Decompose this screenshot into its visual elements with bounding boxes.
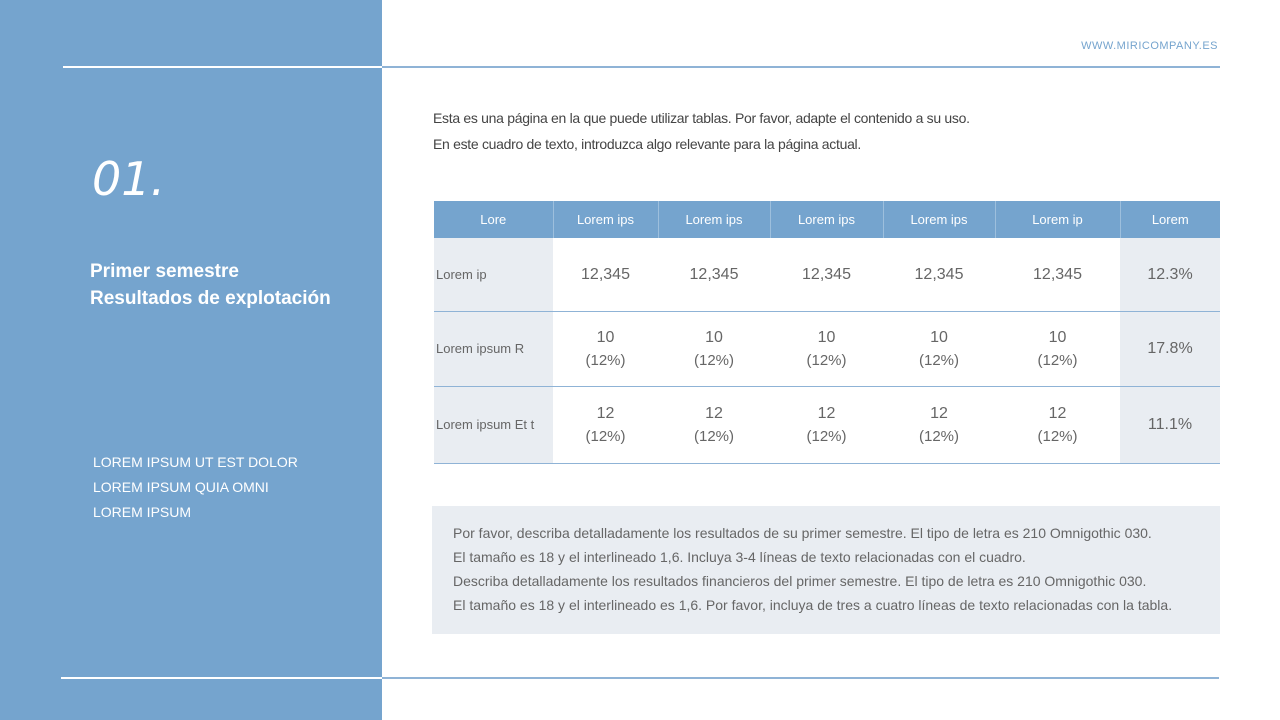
column-header: Lorem ips bbox=[770, 201, 883, 238]
side-panel bbox=[0, 0, 382, 720]
item-list bbox=[93, 450, 298, 525]
cell-value: (12%) bbox=[806, 427, 847, 445]
section-title bbox=[90, 258, 331, 312]
divider bbox=[382, 677, 1219, 679]
table-cell bbox=[553, 238, 658, 311]
list-item: LOREM IPSUM UT EST DOLOR bbox=[93, 454, 298, 470]
column-header: Lorem ips bbox=[883, 201, 995, 238]
table-cell bbox=[770, 311, 883, 386]
cell-value: (12%) bbox=[585, 351, 626, 369]
note-line: El tamaño es 18 y el interlineado es 1,6. Por favor, incluya de tres a cuatro líneas de texto relacionadas con la tabla. bbox=[453, 597, 1173, 613]
table-cell bbox=[995, 238, 1120, 311]
intro-line: En este cuadro de texto, introduzca algo relevante para la página actual. bbox=[433, 136, 861, 152]
table-cell bbox=[658, 311, 770, 386]
cell-value: (12%) bbox=[918, 427, 959, 445]
cell-value: 12 bbox=[930, 404, 948, 422]
divider bbox=[63, 66, 382, 68]
cell-value: (12%) bbox=[585, 427, 626, 445]
cell-value: 10 bbox=[705, 328, 723, 346]
table-cell bbox=[883, 386, 995, 463]
cell-value: 12 bbox=[1048, 404, 1067, 422]
percent-cell: 11.1% bbox=[1120, 386, 1220, 463]
note-line: Describa detalladamente los resultados financieros del primer semestre. El tipo de letra es 210 Omnigothic 030. bbox=[453, 573, 1147, 589]
divider bbox=[382, 66, 1220, 68]
notes-box bbox=[432, 506, 1220, 634]
title-line: Resultados de explotación bbox=[90, 288, 331, 309]
column-header: Lorem ips bbox=[553, 201, 658, 238]
table-row bbox=[434, 238, 1220, 311]
cell-value: 12,345 bbox=[689, 265, 739, 283]
cell-value: 12 bbox=[817, 404, 836, 422]
table-cell bbox=[770, 238, 883, 311]
percent-cell: 17.8% bbox=[1120, 311, 1220, 386]
intro-line: Esta es una página en la que puede utilizar tablas. Por favor, adapte el contenido a su uso. bbox=[433, 110, 970, 126]
cell-value: (12%) bbox=[693, 351, 734, 369]
note-line: Por favor, describa detalladamente los resultados de su primer semestre. El tipo de letra es 210 Omnigothic 030. bbox=[453, 525, 1152, 541]
divider bbox=[61, 677, 382, 679]
cell-value: (12%) bbox=[1037, 351, 1078, 369]
title-line: Primer semestre bbox=[90, 261, 239, 282]
table-cell bbox=[553, 311, 658, 386]
cell-value: (12%) bbox=[806, 351, 847, 369]
row-label: Lorem ipsum Et t bbox=[434, 386, 553, 463]
data-table bbox=[434, 201, 1220, 464]
intro-text bbox=[433, 105, 970, 157]
cell-value: 10 bbox=[1048, 328, 1067, 346]
cell-value: 10 bbox=[596, 328, 615, 346]
list-item: LOREM IPSUM bbox=[93, 504, 192, 520]
table-cell bbox=[995, 311, 1120, 386]
table-cell bbox=[658, 238, 770, 311]
column-header: Lore bbox=[434, 201, 553, 238]
cell-value: 12 bbox=[705, 404, 723, 422]
cell-value: (12%) bbox=[693, 427, 734, 445]
table-cell bbox=[883, 311, 995, 386]
cell-value: (12%) bbox=[918, 351, 959, 369]
percent-cell: 12.3% bbox=[1120, 238, 1220, 311]
table-row bbox=[434, 386, 1220, 463]
row-label: Lorem ip bbox=[434, 238, 553, 311]
cell-value: 10 bbox=[930, 328, 948, 346]
section-number: 01. bbox=[92, 152, 166, 206]
table-cell bbox=[770, 386, 883, 463]
cell-value: 12,345 bbox=[581, 265, 630, 283]
cell-value: 12,345 bbox=[802, 265, 851, 283]
table-cell bbox=[883, 238, 995, 311]
column-header: Lorem ip bbox=[995, 201, 1120, 238]
row-label: Lorem ipsum R bbox=[434, 311, 553, 386]
table-cell bbox=[553, 386, 658, 463]
cell-value: 12 bbox=[596, 404, 615, 422]
table-cell bbox=[995, 386, 1120, 463]
column-header: Lorem ips bbox=[658, 201, 770, 238]
list-item: LOREM IPSUM QUIA OMNI bbox=[93, 479, 269, 495]
cell-value: 10 bbox=[817, 328, 836, 346]
note-line: El tamaño es 18 y el interlineado 1,6. Incluya 3-4 líneas de texto relacionadas con el cuadro. bbox=[453, 549, 1026, 565]
column-header: Lorem bbox=[1120, 201, 1220, 238]
table-row bbox=[434, 311, 1220, 386]
website-url: WWW.MIRICOMPANY.ES bbox=[1081, 40, 1218, 52]
table-cell bbox=[658, 386, 770, 463]
cell-value: 12,345 bbox=[914, 265, 964, 283]
cell-value: 12,345 bbox=[1033, 265, 1082, 283]
cell-value: (12%) bbox=[1037, 427, 1078, 445]
